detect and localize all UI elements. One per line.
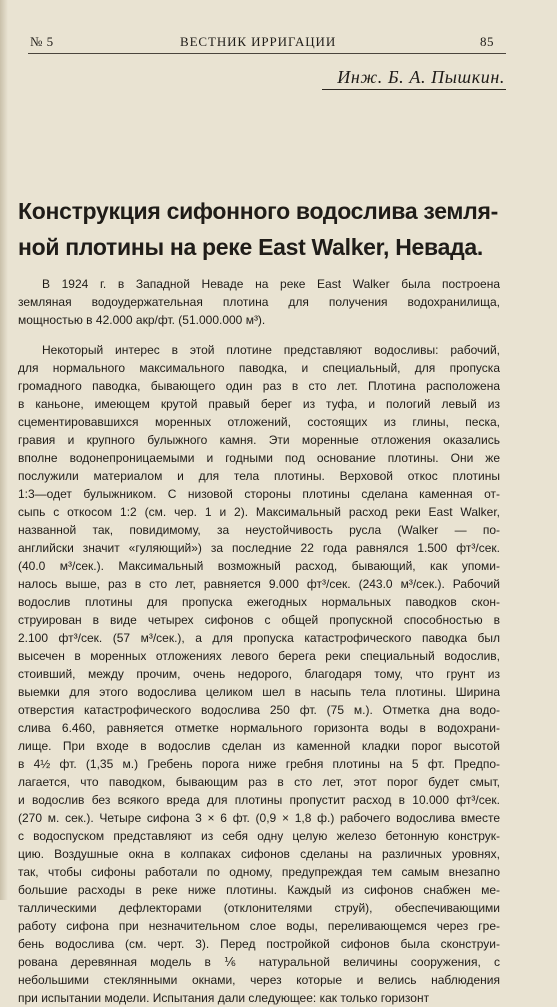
text-line: лагается, что паводком, бывающим раз в сто лет, этот порог будет смыт, xyxy=(18,775,500,789)
text-line: Некоторый интерес в этой плотине представляют водосливы: рабочий, xyxy=(42,343,500,357)
page-number: 85 xyxy=(480,34,494,49)
text-line: цию. Воздушные окна в колпаках сифонов сделаны на различных уровнях, xyxy=(18,847,500,861)
text-line: большие расходы в реке ниже плотины. Каждый из сифонов снабжен ме- xyxy=(18,883,500,897)
header-rule xyxy=(28,53,506,54)
paragraph-2 xyxy=(18,341,500,1007)
title-line: Конструкция сифонного водослива земля- xyxy=(18,198,498,224)
text-line: 1:3—одет булыжником. С низовой стороны плотины сделана каменная от- xyxy=(18,487,500,501)
issue-number: № 5 xyxy=(30,34,54,49)
text-line: рована деревянная модель в ⅙ натуральной величины сооружения, с xyxy=(18,955,500,969)
text-line: послужили материалом и для тела плотины. Верховой откос плотины xyxy=(18,469,500,483)
text-line: работу сифона при незначительном слое воды, переливающемся через гре- xyxy=(18,919,500,933)
text-line: (40.0 м³/сек.). Максимальный возможный расход, бывающий, как упоми- xyxy=(18,559,500,573)
text-line: слива 6.460, равняется отметке нормального горизонта воды в водохрани- xyxy=(18,721,500,735)
text-line: для нормального максимального паводка, и специальный, для пропуска xyxy=(18,361,500,375)
text-line: водослив плотины для пропуска ежегодных нормальных паводков скон- xyxy=(18,595,500,609)
text-line: налось выше, раз в сто лет, равняется 9.000 фт³/сек. (243.0 м³/сек.). Рабочий xyxy=(18,577,500,591)
text-line: громадного паводка, бывающего один раз в сто лет. Плотина расположена xyxy=(18,379,500,393)
text-line: земляная водоудержательная плотина для получения водохранилища, xyxy=(18,295,500,309)
text-line: сцементировавшихся моренных отложений, состоящих из глины, песка, xyxy=(18,415,500,429)
article-body xyxy=(18,275,500,1007)
running-header xyxy=(30,34,494,52)
text-line: и водослив без всякого вреда для плотины пропустит расход в 10.000 фт³/сек. xyxy=(18,793,500,807)
text-line: струирован в виде четырех сифонов с общей пропускной способностью в xyxy=(18,613,500,627)
text-line: выемки для этого водослива целиком шел в насыпь тела плотины. Ширина xyxy=(18,685,500,699)
text-line: лище. При входе в водослив сделан из каменной кладки порог высотой xyxy=(18,739,500,753)
paragraph-1 xyxy=(18,275,500,329)
text-line: названной так, повидимому, за неустойчивость русла (Walker — по- xyxy=(18,523,500,537)
text-line: бень водослива (см. черт. 3). Перед постройкой сифонов была сконструи- xyxy=(18,937,500,951)
text-line: В 1924 г. в Западной Неваде на реке East Walker была построена xyxy=(42,277,500,291)
text-line: при испытании модели. Испытания дали следующее: как только горизонт xyxy=(18,991,430,1005)
text-line: 2.100 фт³/сек. (57 м³/сек.), а для пропуска катастрофического паводка был xyxy=(18,631,500,645)
title-line: ной плотины на реке East Walker, Невада. xyxy=(18,234,483,260)
text-line: (270 м. сек.). Четыре сифона 3 × 6 фт. (0,9 × 1,8 ф.) рабочего водослива вместе xyxy=(18,811,500,825)
text-line: небольшими стеклянными окнами, через которые и велись наблюдения xyxy=(18,973,500,987)
text-line: в 4½ фт. (1,35 м.) Гребень порога ниже гребня плотины на 5 фт. Предпо- xyxy=(18,757,500,771)
text-line: в каньоне, имеющем крутой правый берег из туфа, и пологий левый из xyxy=(18,397,500,411)
text-line: гравия и крупного булыжного камня. Эти моренные отложения оказались xyxy=(18,433,500,447)
text-line: сыпь с откосом 1:2 (см. чер. 1 и 2). Максимальный расход реки East Walker, xyxy=(18,505,500,519)
text-line: мощностью в 42.000 акр/фт. (51.000.000 м³). xyxy=(18,313,266,327)
text-line: английски значит «гуляющий») за последние 22 года равнялся 1.500 фт³/сек. xyxy=(18,541,500,555)
page-binding-shadow xyxy=(0,0,8,900)
text-line: таллическими дефлекторами (отклонителями струй), обеспечивающими xyxy=(18,901,500,915)
text-line: вполне водонепроницаемыми и годными под основание плотины. Они же xyxy=(18,451,500,465)
text-line: с водоспуском представляют из себя одну целую железо бетонную конструк- xyxy=(18,829,500,843)
author-underline xyxy=(322,89,506,90)
text-line: высечен в моренных отложениях левого берега реки специальный водослив, xyxy=(18,649,500,663)
text-line: отверстия катастрофического водослива 250 фт. (75 м.). Отметка дна водо- xyxy=(18,703,500,717)
article-title xyxy=(18,193,508,265)
text-line: так, чтобы сифоны работали по одному, предупреждая тем самым внезапно xyxy=(18,865,500,879)
journal-title: ВЕСТНИК ИРРИГАЦИИ xyxy=(180,34,337,49)
paragraph-gap xyxy=(18,329,500,341)
text-line: стоивший, между прочим, очень недорого, благодаря тому, что грунт из xyxy=(18,667,500,681)
article-author: Инж. Б. А. Пышкин. xyxy=(337,67,505,87)
